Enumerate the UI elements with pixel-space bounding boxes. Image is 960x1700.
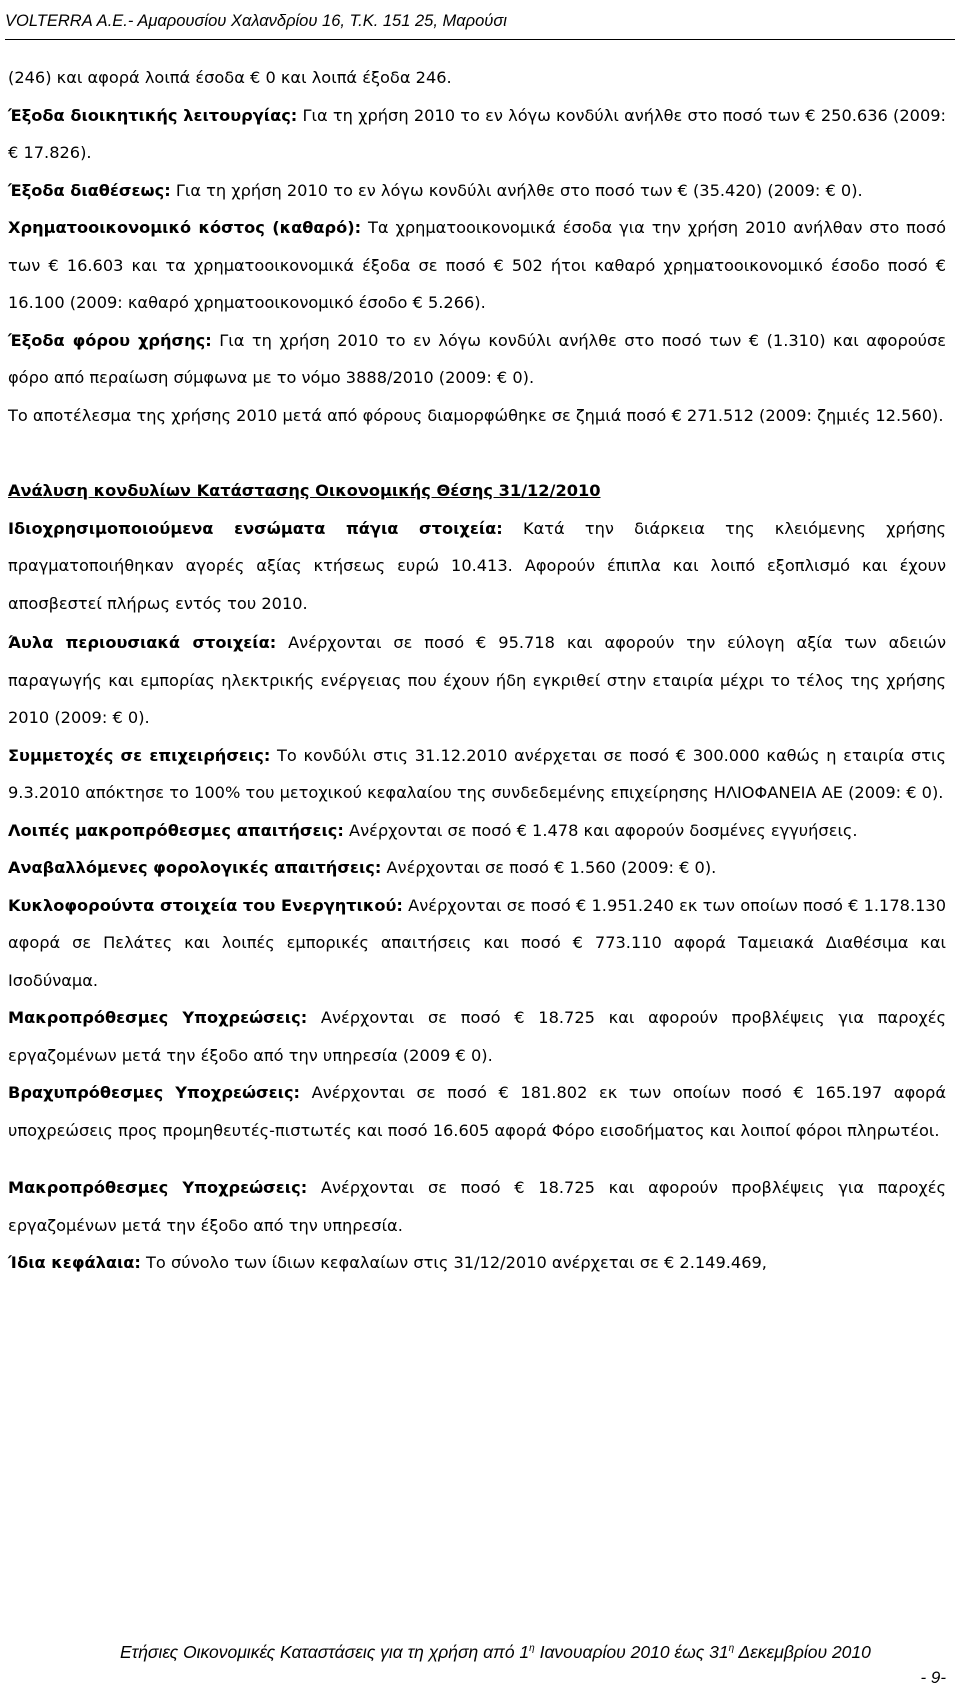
item-intangible-assets: Άυλα περιουσιακά στοιχεία: Ανέρχονται σε ποσό € 95.718 και αφορούν την εύλογη αξία των αδειών παραγωγής και εμπορίας ηλεκτρικής ενέργειας που έχουν ήδη εγκριθεί στην εταιρία μέχρι το τέλος της χρήσης 2010 (2009: € 0). <box>8 633 946 727</box>
item-long-term-liabilities: Μακροπρόθεσμες Υποχρεώσεις: Ανέρχονται σε ποσό € 18.725 και αφορούν προβλέψεις για παροχές εργαζομένων μετά την έξοδο από την υπηρεσία (2009 € 0). <box>8 1008 947 1065</box>
item-tangible-assets: Ιδιοχρησιμοποιούμενα ενσώματα πάγια στοιχεία: Κατά την διάρκεια της κλειόμενης χρήσης πραγματοποιήθηκαν αγορές αξίας κτήσεως ευρώ 10.413. Αφορούν έπιπλα και λοιπό εξοπλισμό και έχουν αποσβεστεί πλήρως εντός του 2010. <box>8 518 946 613</box>
label-finance-cost: Χρηματοοικονομικό κόστος (καθαρό): <box>8 218 362 237</box>
paragraph-finance-cost: Χρηματοοικονομικό κόστος (καθαρό): Τα χρηματοοικονομικά έσοδα για την χρήση 2010 ανήλθαν στο ποσό των € 16.603 και τα χρηματοοικονομικά έξοδα σε ποσό € 502 ήτοι καθαρό χρηματοοικονομικό έσοδο ποσό € 16.100 (2009: καθαρό χρηματοοικονομικό έσοδο € 5.266). <box>8 218 946 312</box>
section-heading: Ανάλυση κονδυλίων Κατάστασης Οικονομικής Θέσης 31/12/2010 <box>8 481 601 500</box>
document-body <box>8 59 946 1282</box>
item-deferred-tax: Αναβαλλόμενες φορολογικές απαιτήσεις: Ανέρχονται σε ποσό € 1.560 (2009: € 0). <box>8 858 717 877</box>
item-long-term-liabilities-2: Μακροπρόθεσμες Υποχρεώσεις: Ανέρχονται σε ποσό € 18.725 και αφορούν προβλέψεις για παροχές εργαζομένων μετά την έξοδο από την υπηρεσία. <box>8 1178 947 1235</box>
item-equity: Ίδια κεφάλαια: Το σύνολο των ίδιων κεφαλαίων στις 31/12/2010 ανέρχεται σε € 2.149.469, <box>8 1253 767 1272</box>
paragraph-other-income: (246) και αφορά λοιπά έσοδα € 0 και λοιπά έξοδα 246. <box>8 68 452 87</box>
page-header <box>5 3 955 40</box>
paragraph-income-tax: Έξοδα φόρου χρήσης: Για τη χρήση 2010 το εν λόγω κονδύλι ανήλθε στο ποσό των € (1.310) και αφορούσε φόρο από περαίωση σύμφωνα με το νόμο 3888/2010 (2009: € 0). <box>8 330 946 387</box>
item-short-term-liabilities: Βραχυπρόθεσμες Υποχρεώσεις: Ανέρχονται σε ποσό € 181.802 εκ των οποίων ποσό € 165.197 αφορά υποχρεώσεις προς προμηθευτές-πιστωτές και ποσό 16.605 αφορά Φόρο εισοδήματος και λοιποί φόροι πληρωτέοι. <box>8 1083 947 1140</box>
paragraph-distribution-expenses: Έξοδα διαθέσεως: Για τη χρήση 2010 το εν λόγω κονδύλι ανήλθε στο ποσό των € (35.420) (2009: € 0). <box>8 180 863 200</box>
label-admin-expenses: Έξοδα διοικητικής λειτουργίας: <box>8 105 298 125</box>
page-footer: Ετήσιες Οικονομικές Καταστάσεις για τη χρήση από $1^\eta$ Ιανουαρίου 2010 έως $31^\eta$ Δεκεμβρίου 2010 <box>120 1641 871 1662</box>
paragraph-result: Το αποτέλεσμα της χρήσης 2010 μετά από φόρους διαμορφώθηκε σε ζημιά ποσό € 271.512 (2009: ζημιές 12.560). <box>8 405 944 425</box>
label-income-tax: Έξοδα φόρου χρήσης: <box>8 330 212 350</box>
item-participations: Συμμετοχές σε επιχειρήσεις: Το κονδύλι στις 31.12.2010 ανέρχεται σε ποσό € 300.000 καθώς η εταιρία στις 9.3.2010 απόκτησε το 100% του μετοχικού κεφαλαίου της συνδεδεμένης επιχείρησης ΗΛΙΟΦΑΝΕΙΑ ΑΕ (2009: € 0). <box>8 745 946 802</box>
item-other-receivables: Λοιπές μακροπρόθεσμες απαιτήσεις: Ανέρχονται σε ποσό € 1.478 και αφορούν δοσμένες εγγυήσεις. <box>8 820 858 840</box>
header-text: VOLTERRA Α.Ε.- Αμαρουσίου Χαλανδρίου 16, Τ.Κ. 151 25, Μαρούσι <box>5 12 507 30</box>
page-number: - 9- <box>920 1668 946 1687</box>
label-distribution-expenses: Έξοδα διαθέσεως: <box>8 180 171 200</box>
paragraph-admin-expenses: Έξοδα διοικητικής λειτουργίας: Για τη χρήση 2010 το εν λόγω κονδύλι ανήλθε στο ποσό των € 250.636 (2009: € 17.826). <box>8 105 946 162</box>
item-current-assets: Κυκλοφορούντα στοιχεία του Ενεργητικού: Ανέρχονται σε ποσό € 1.951.240 εκ των οποίων ποσό € 1.178.130 αφορά σε Πελάτες και λοιπές εμπορικές απαιτήσεις και ποσό € 773.110 αφορά Ταμειακά Διαθέσιμα και Ισοδύναμα. <box>8 895 946 990</box>
